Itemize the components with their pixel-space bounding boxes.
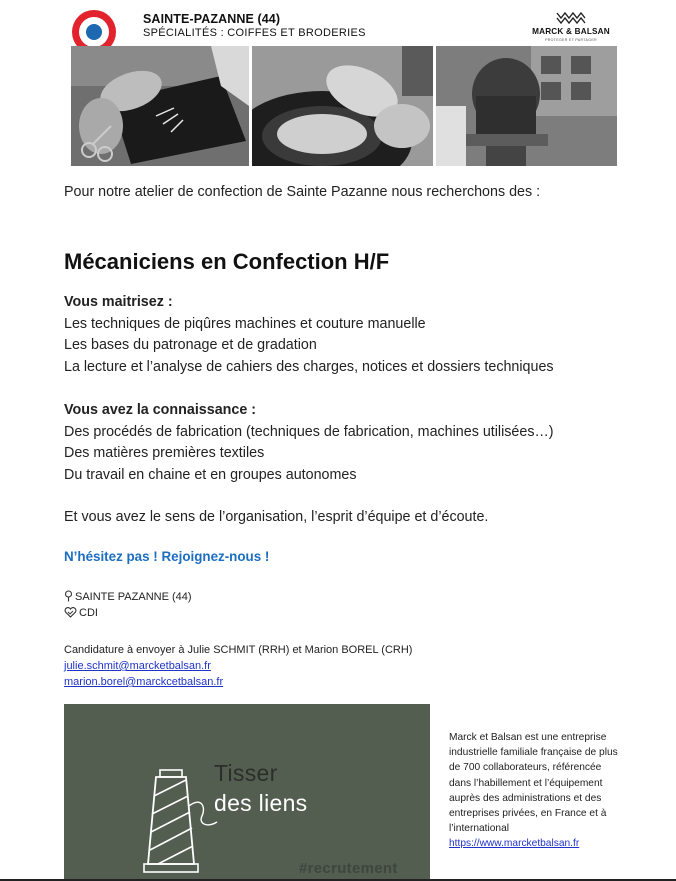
knowledge-item: Des matières premières textiles [64, 445, 265, 461]
contract-value: CDI [79, 607, 98, 619]
contact-block [64, 642, 412, 690]
skills-heading: Vous maitrisez : [64, 294, 173, 310]
banner-line-1: Tisser [214, 760, 278, 786]
skills-section [64, 292, 554, 378]
photo-hat-sewing [252, 46, 433, 166]
handshake-icon [64, 607, 77, 618]
photo-embroidery-hands [71, 46, 249, 166]
recruitment-banner [64, 704, 430, 881]
brand-logo-text: MARCK & BALSAN [532, 27, 610, 36]
job-title: Mécaniciens en Confection H/F [64, 249, 390, 274]
marck-balsan-logo-icon [556, 11, 586, 25]
photo-hat-block [436, 46, 617, 166]
about-block [449, 730, 619, 852]
email-link-marion[interactable]: marion.borel@marckcetbalsan.fr [64, 676, 224, 688]
knowledge-item: Des procédés de fabrication (techniques de fabrication, machines utilisées…) [64, 423, 554, 440]
location-value: SAINTE PAZANNE (44) [75, 591, 192, 603]
brand-logo-tagline: PROTEGER ET PARTAGER [545, 38, 597, 42]
map-pin-icon [64, 590, 73, 602]
skill-item: Les bases du patronage et de gradation [64, 337, 317, 353]
about-text: Marck et Balsan est une entreprise industrielle familiale française de plus de 700 collaborateurs, référencée dans l’habillement et l’équipement auprès des administrations et des entreprises privées, en France et à l’international [449, 732, 618, 835]
email-link-julie[interactable]: julie.schmit@marcketbalsan.fr [64, 660, 211, 672]
location-title: SAINTE-PAZANNE (44) [143, 12, 281, 26]
qualities-text: Et vous avez le sens de l’organisation, l’esprit d’équipe et d’écoute. [64, 509, 489, 525]
specialties-subtitle: SPÉCIALITÉS : COIFFES ET BRODERIES [143, 27, 366, 39]
banner-line-2: des liens [214, 790, 308, 816]
knowledge-item: Du travail en chaine et en groupes autonomes [64, 466, 357, 483]
intro-text: Pour notre atelier de confection de Sainte Pazanne nous recherchons des : [64, 184, 541, 200]
website-link[interactable]: https://www.marcketbalsan.fr [449, 838, 580, 850]
contract-info [64, 606, 98, 621]
skill-item: La lecture et l’analyse de cahiers des charges, notices et dossiers techniques [64, 358, 554, 375]
knowledge-section [64, 400, 554, 486]
thread-spool-icon [142, 766, 222, 878]
skill-item: Les techniques de piqûres machines et couture manuelle [64, 315, 426, 332]
call-to-action: N’hésitez pas ! Rejoignez-nous ! [64, 549, 270, 564]
knowledge-heading: Vous avez la connaissance : [64, 402, 257, 418]
contact-text: Candidature à envoyer à Julie SCHMIT (RRH) et Marion BOREL (CRH) [64, 644, 413, 656]
location-info [64, 590, 192, 605]
banner-hashtag: #recrutement [299, 860, 398, 877]
